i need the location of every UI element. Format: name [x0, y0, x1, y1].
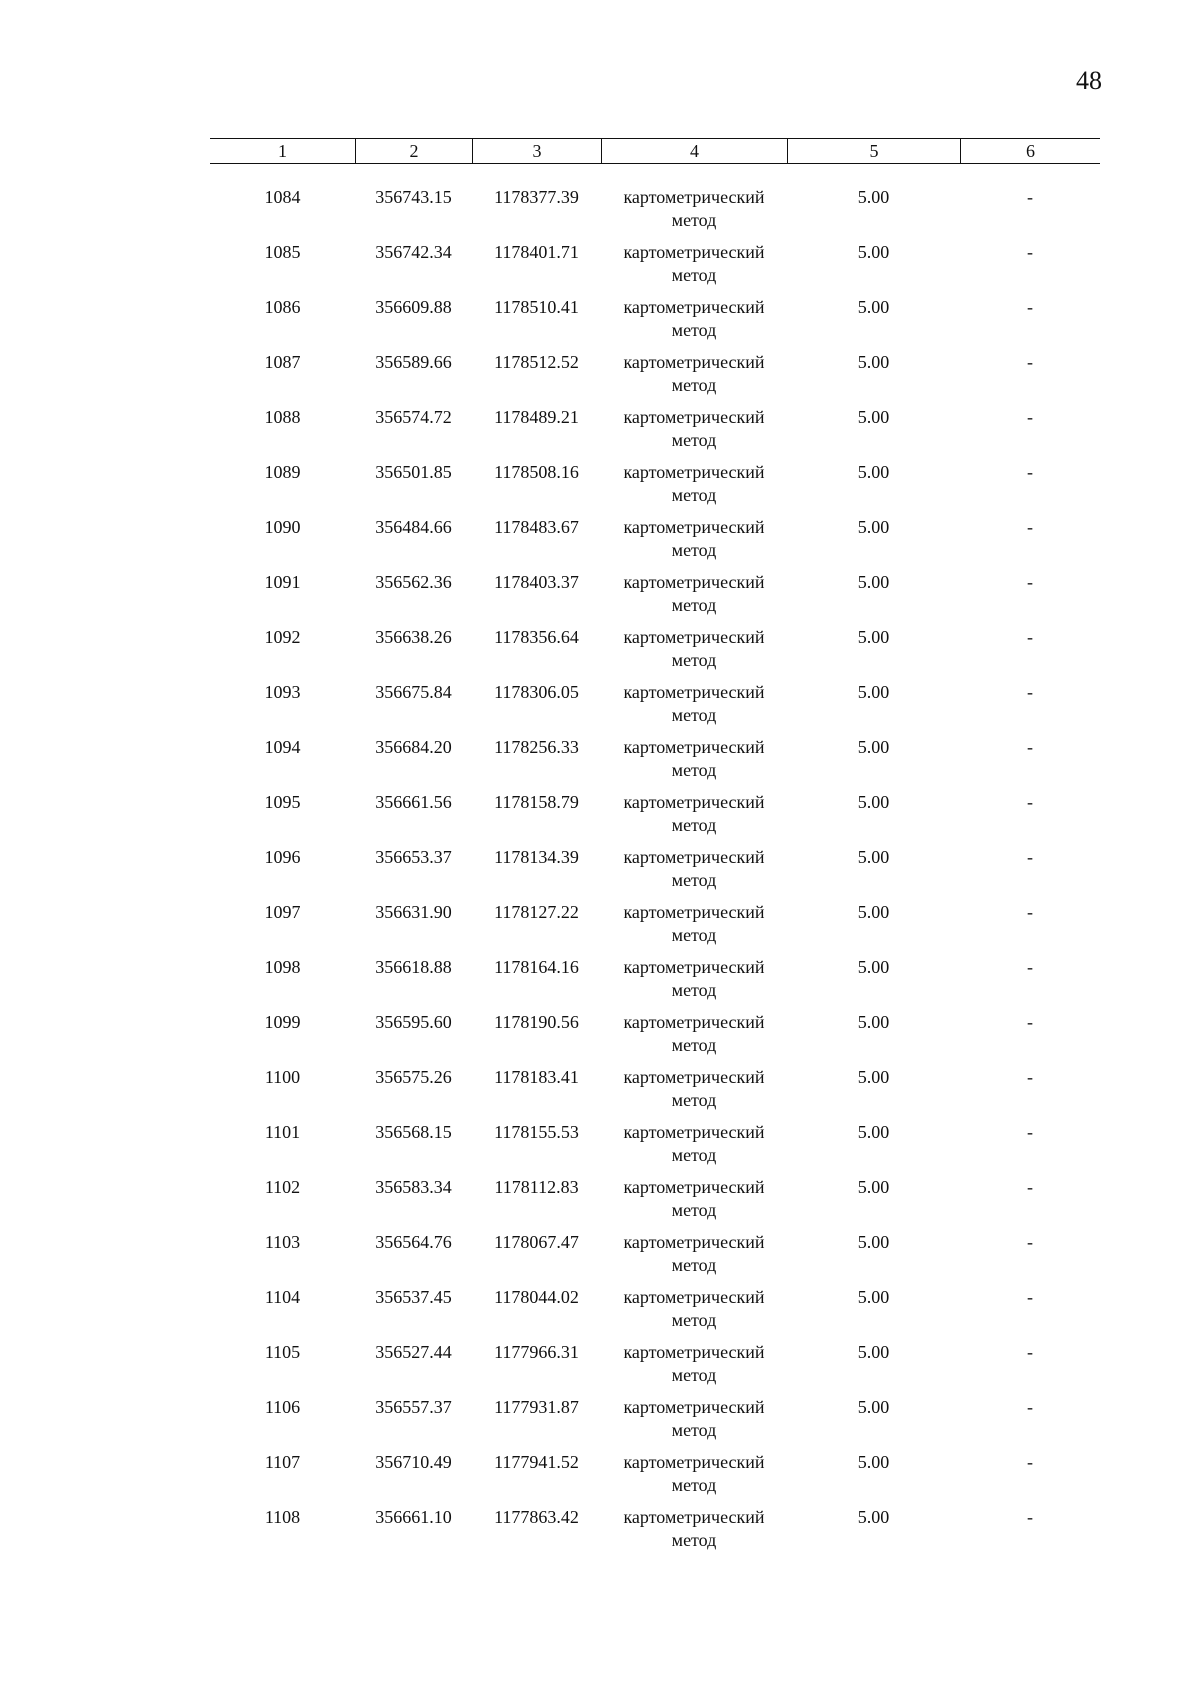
- method-line-2: метод: [671, 815, 717, 835]
- method-cell: [601, 516, 787, 571]
- method-cell: [601, 681, 787, 736]
- coord-y-cell: 1178112.83: [494, 1177, 579, 1197]
- method-line-2: метод: [671, 650, 717, 670]
- coord-x-cell: 356742.34: [375, 242, 452, 262]
- method-cell: [601, 626, 787, 681]
- coord-x-cell: 356527.44: [375, 1342, 452, 1362]
- description-cell: -: [1027, 1232, 1033, 1252]
- coord-y-cell: 1178134.39: [494, 847, 579, 867]
- column-header-2: 2: [355, 139, 472, 163]
- coord-x-cell: 356484.66: [375, 517, 452, 537]
- table-row: [210, 571, 1100, 626]
- coord-y-cell: 1177941.52: [494, 1452, 579, 1472]
- coord-y-cell: 1178190.56: [494, 1012, 579, 1032]
- description-cell: -: [1027, 1507, 1033, 1527]
- point-number-cell: 1090: [264, 517, 301, 537]
- accuracy-cell: 5.00: [857, 902, 890, 922]
- table-header: [210, 138, 1100, 164]
- coord-x-cell: 356574.72: [375, 407, 452, 427]
- table-row: [210, 186, 1100, 241]
- point-number-cell: 1097: [264, 902, 301, 922]
- point-number-cell: 1103: [264, 1232, 301, 1252]
- accuracy-cell: 5.00: [857, 1397, 890, 1417]
- coord-x-cell: 356653.37: [375, 847, 452, 867]
- method-cell: [601, 1066, 787, 1121]
- method-line-1: картометрический: [623, 1012, 765, 1032]
- point-number-cell: 1089: [264, 462, 301, 482]
- method-cell: [601, 571, 787, 626]
- accuracy-cell: 5.00: [857, 1177, 890, 1197]
- method-line-1: картометрический: [623, 1287, 765, 1307]
- method-line-1: картометрический: [623, 792, 765, 812]
- method-cell: [601, 186, 787, 241]
- method-line-1: картометрический: [623, 352, 765, 372]
- method-cell: [601, 351, 787, 406]
- table-row: [210, 1396, 1100, 1451]
- method-cell: [601, 1121, 787, 1176]
- method-line-1: картометрический: [623, 1177, 765, 1197]
- point-number-cell: 1085: [264, 242, 301, 262]
- point-number-cell: 1108: [264, 1507, 301, 1527]
- coord-y-cell: 1178512.52: [494, 352, 579, 372]
- method-cell: [601, 736, 787, 791]
- coord-x-cell: 356638.26: [375, 627, 452, 647]
- description-cell: -: [1027, 352, 1033, 372]
- coord-y-cell: 1178377.39: [494, 187, 579, 207]
- point-number-cell: 1084: [264, 187, 301, 207]
- accuracy-cell: 5.00: [857, 297, 890, 317]
- accuracy-cell: 5.00: [857, 1122, 890, 1142]
- method-cell: [601, 1231, 787, 1286]
- table-row: [210, 681, 1100, 736]
- method-cell: [601, 1451, 787, 1506]
- accuracy-cell: 5.00: [857, 187, 890, 207]
- column-header-1: 1: [278, 141, 287, 161]
- coord-y-cell: 1178306.05: [494, 682, 579, 702]
- method-line-1: картометрический: [623, 737, 765, 757]
- description-cell: -: [1027, 957, 1033, 977]
- description-cell: -: [1027, 627, 1033, 647]
- table-row: [210, 736, 1100, 791]
- coord-x-cell: 356575.26: [375, 1067, 452, 1087]
- method-line-1: картометрический: [623, 1397, 765, 1417]
- method-line-1: картометрический: [623, 627, 765, 647]
- table-row: [210, 956, 1100, 1011]
- method-cell: [601, 1011, 787, 1066]
- coord-y-cell: 1178256.33: [494, 737, 579, 757]
- coord-x-cell: 356661.10: [375, 1507, 452, 1527]
- table-row: [210, 461, 1100, 516]
- accuracy-cell: 5.00: [857, 1232, 890, 1252]
- method-line-1: картометрический: [623, 242, 765, 262]
- coord-y-cell: 1178155.53: [494, 1122, 579, 1142]
- point-number-cell: 1101: [264, 1122, 301, 1142]
- description-cell: -: [1027, 1067, 1033, 1087]
- point-number-cell: 1096: [264, 847, 301, 867]
- coordinates-table: [210, 138, 1100, 1550]
- table-row: [210, 1066, 1100, 1121]
- point-number-cell: 1093: [264, 682, 301, 702]
- table-row: [210, 1341, 1100, 1396]
- description-cell: -: [1027, 1122, 1033, 1142]
- coord-y-cell: 1178483.67: [494, 517, 579, 537]
- accuracy-cell: 5.00: [857, 627, 890, 647]
- table-row: [210, 1176, 1100, 1231]
- method-line-2: метод: [671, 705, 717, 725]
- coord-y-cell: 1177931.87: [494, 1397, 579, 1417]
- accuracy-cell: 5.00: [857, 957, 890, 977]
- description-cell: -: [1027, 682, 1033, 702]
- coord-y-cell: 1178401.71: [494, 242, 579, 262]
- column-header-6: 6: [960, 139, 1100, 163]
- method-line-1: картометрический: [623, 1232, 765, 1252]
- accuracy-cell: 5.00: [857, 682, 890, 702]
- point-number-cell: 1095: [264, 792, 301, 812]
- method-cell: [601, 1176, 787, 1231]
- coord-x-cell: 356595.60: [375, 1012, 452, 1032]
- table-row: [210, 516, 1100, 571]
- method-cell: [601, 1341, 787, 1396]
- method-line-2: метод: [671, 265, 717, 285]
- table-row: [210, 846, 1100, 901]
- description-cell: -: [1027, 1342, 1033, 1362]
- method-line-2: метод: [671, 595, 717, 615]
- table-row: [210, 901, 1100, 956]
- method-cell: [601, 1286, 787, 1341]
- method-line-2: метод: [671, 1035, 717, 1055]
- method-line-1: картометрический: [623, 462, 765, 482]
- table-row: [210, 1231, 1100, 1286]
- point-number-cell: 1087: [264, 352, 301, 372]
- description-cell: -: [1027, 792, 1033, 812]
- table-row: [210, 1121, 1100, 1176]
- point-number-cell: 1098: [264, 957, 301, 977]
- method-cell: [601, 846, 787, 901]
- method-line-2: метод: [671, 320, 717, 340]
- description-cell: -: [1027, 187, 1033, 207]
- table-row: [210, 1506, 1100, 1561]
- accuracy-cell: 5.00: [857, 1452, 890, 1472]
- description-cell: -: [1027, 1287, 1033, 1307]
- accuracy-cell: 5.00: [857, 242, 890, 262]
- coord-x-cell: 356631.90: [375, 902, 452, 922]
- coord-y-cell: 1178356.64: [494, 627, 579, 647]
- coord-x-cell: 356661.56: [375, 792, 452, 812]
- description-cell: -: [1027, 902, 1033, 922]
- method-line-2: метод: [671, 210, 717, 230]
- method-cell: [601, 296, 787, 351]
- coord-y-cell: 1178044.02: [494, 1287, 579, 1307]
- accuracy-cell: 5.00: [857, 462, 890, 482]
- coord-x-cell: 356564.76: [375, 1232, 452, 1252]
- method-line-1: картометрический: [623, 1342, 765, 1362]
- method-line-1: картометрический: [623, 297, 765, 317]
- method-line-2: метод: [671, 760, 717, 780]
- description-cell: -: [1027, 737, 1033, 757]
- description-cell: -: [1027, 297, 1033, 317]
- coord-x-cell: 356537.45: [375, 1287, 452, 1307]
- accuracy-cell: 5.00: [857, 1067, 890, 1087]
- point-number-cell: 1092: [264, 627, 301, 647]
- method-line-1: картометрический: [623, 847, 765, 867]
- point-number-cell: 1094: [264, 737, 301, 757]
- method-cell: [601, 1506, 787, 1561]
- table-row: [210, 406, 1100, 461]
- method-line-2: метод: [671, 1310, 717, 1330]
- accuracy-cell: 5.00: [857, 517, 890, 537]
- coord-y-cell: 1178183.41: [494, 1067, 579, 1087]
- method-cell: [601, 241, 787, 296]
- coord-x-cell: 356675.84: [375, 682, 452, 702]
- coord-x-cell: 356684.20: [375, 737, 452, 757]
- table-row: [210, 351, 1100, 406]
- method-line-1: картометрический: [623, 1122, 765, 1142]
- table-row: [210, 791, 1100, 846]
- coord-y-cell: 1178158.79: [494, 792, 579, 812]
- method-line-2: метод: [671, 540, 717, 560]
- coord-y-cell: 1177863.42: [494, 1507, 579, 1527]
- column-header-3: 3: [472, 139, 601, 163]
- point-number-cell: 1100: [264, 1067, 301, 1087]
- accuracy-cell: 5.00: [857, 847, 890, 867]
- method-line-2: метод: [671, 375, 717, 395]
- point-number-cell: 1086: [264, 297, 301, 317]
- coord-y-cell: 1178164.16: [494, 957, 579, 977]
- accuracy-cell: 5.00: [857, 1287, 890, 1307]
- accuracy-cell: 5.00: [857, 407, 890, 427]
- description-cell: -: [1027, 1452, 1033, 1472]
- coord-y-cell: 1178508.16: [494, 462, 579, 482]
- method-line-1: картометрический: [623, 572, 765, 592]
- description-cell: -: [1027, 1397, 1033, 1417]
- point-number-cell: 1099: [264, 1012, 301, 1032]
- coord-y-cell: 1177966.31: [494, 1342, 579, 1362]
- point-number-cell: 1104: [264, 1287, 301, 1307]
- coord-y-cell: 1178510.41: [494, 297, 579, 317]
- method-line-2: метод: [671, 1145, 717, 1165]
- method-line-1: картометрический: [623, 682, 765, 702]
- method-line-2: метод: [671, 925, 717, 945]
- method-cell: [601, 406, 787, 461]
- description-cell: -: [1027, 572, 1033, 592]
- description-cell: -: [1027, 242, 1033, 262]
- method-cell: [601, 461, 787, 516]
- coord-y-cell: 1178489.21: [494, 407, 579, 427]
- description-cell: -: [1027, 1177, 1033, 1197]
- table-row: [210, 626, 1100, 681]
- method-line-2: метод: [671, 430, 717, 450]
- accuracy-cell: 5.00: [857, 1342, 890, 1362]
- method-line-2: метод: [671, 1365, 717, 1385]
- table-row: [210, 241, 1100, 296]
- table-body: [210, 186, 1100, 1561]
- coord-x-cell: 356583.34: [375, 1177, 452, 1197]
- method-line-2: метод: [671, 1200, 717, 1220]
- method-line-2: метод: [671, 1530, 717, 1550]
- accuracy-cell: 5.00: [857, 1507, 890, 1527]
- accuracy-cell: 5.00: [857, 352, 890, 372]
- coord-y-cell: 1178127.22: [494, 902, 579, 922]
- coord-x-cell: 356589.66: [375, 352, 452, 372]
- description-cell: -: [1027, 407, 1033, 427]
- method-line-2: метод: [671, 1255, 717, 1275]
- coord-x-cell: 356743.15: [375, 187, 452, 207]
- method-cell: [601, 1396, 787, 1451]
- method-line-2: метод: [671, 1475, 717, 1495]
- coord-x-cell: 356557.37: [375, 1397, 452, 1417]
- point-number-cell: 1088: [264, 407, 301, 427]
- coord-y-cell: 1178067.47: [494, 1232, 579, 1252]
- coord-x-cell: 356618.88: [375, 957, 452, 977]
- method-line-1: картометрический: [623, 187, 765, 207]
- coord-y-cell: 1178403.37: [494, 572, 579, 592]
- point-number-cell: 1105: [264, 1342, 301, 1362]
- method-line-1: картометрический: [623, 1452, 765, 1472]
- method-line-2: метод: [671, 485, 717, 505]
- method-line-1: картометрический: [623, 1067, 765, 1087]
- point-number-cell: 1106: [264, 1397, 301, 1417]
- point-number-cell: 1107: [264, 1452, 301, 1472]
- method-line-2: метод: [671, 870, 717, 890]
- method-line-1: картометрический: [623, 1507, 765, 1527]
- description-cell: -: [1027, 517, 1033, 537]
- coord-x-cell: 356568.15: [375, 1122, 452, 1142]
- table-row: [210, 1286, 1100, 1341]
- method-line-2: метод: [671, 1420, 717, 1440]
- page-number: 48: [1076, 66, 1102, 95]
- accuracy-cell: 5.00: [857, 792, 890, 812]
- method-line-1: картометрический: [623, 517, 765, 537]
- coord-x-cell: 356609.88: [375, 297, 452, 317]
- method-cell: [601, 956, 787, 1011]
- method-line-1: картометрический: [623, 902, 765, 922]
- coord-x-cell: 356562.36: [375, 572, 452, 592]
- column-header-5: 5: [787, 139, 960, 163]
- method-line-1: картометрический: [623, 957, 765, 977]
- point-number-cell: 1091: [264, 572, 301, 592]
- description-cell: -: [1027, 847, 1033, 867]
- method-cell: [601, 791, 787, 846]
- table-row: [210, 1451, 1100, 1506]
- method-line-2: метод: [671, 980, 717, 1000]
- coord-x-cell: 356501.85: [375, 462, 452, 482]
- description-cell: -: [1027, 1012, 1033, 1032]
- method-line-1: картометрический: [623, 407, 765, 427]
- column-header-4: 4: [601, 139, 787, 163]
- accuracy-cell: 5.00: [857, 737, 890, 757]
- coord-x-cell: 356710.49: [375, 1452, 452, 1472]
- method-line-2: метод: [671, 1090, 717, 1110]
- method-cell: [601, 901, 787, 956]
- table-row: [210, 1011, 1100, 1066]
- point-number-cell: 1102: [264, 1177, 301, 1197]
- accuracy-cell: 5.00: [857, 1012, 890, 1032]
- accuracy-cell: 5.00: [857, 572, 890, 592]
- description-cell: -: [1027, 462, 1033, 482]
- table-row: [210, 296, 1100, 351]
